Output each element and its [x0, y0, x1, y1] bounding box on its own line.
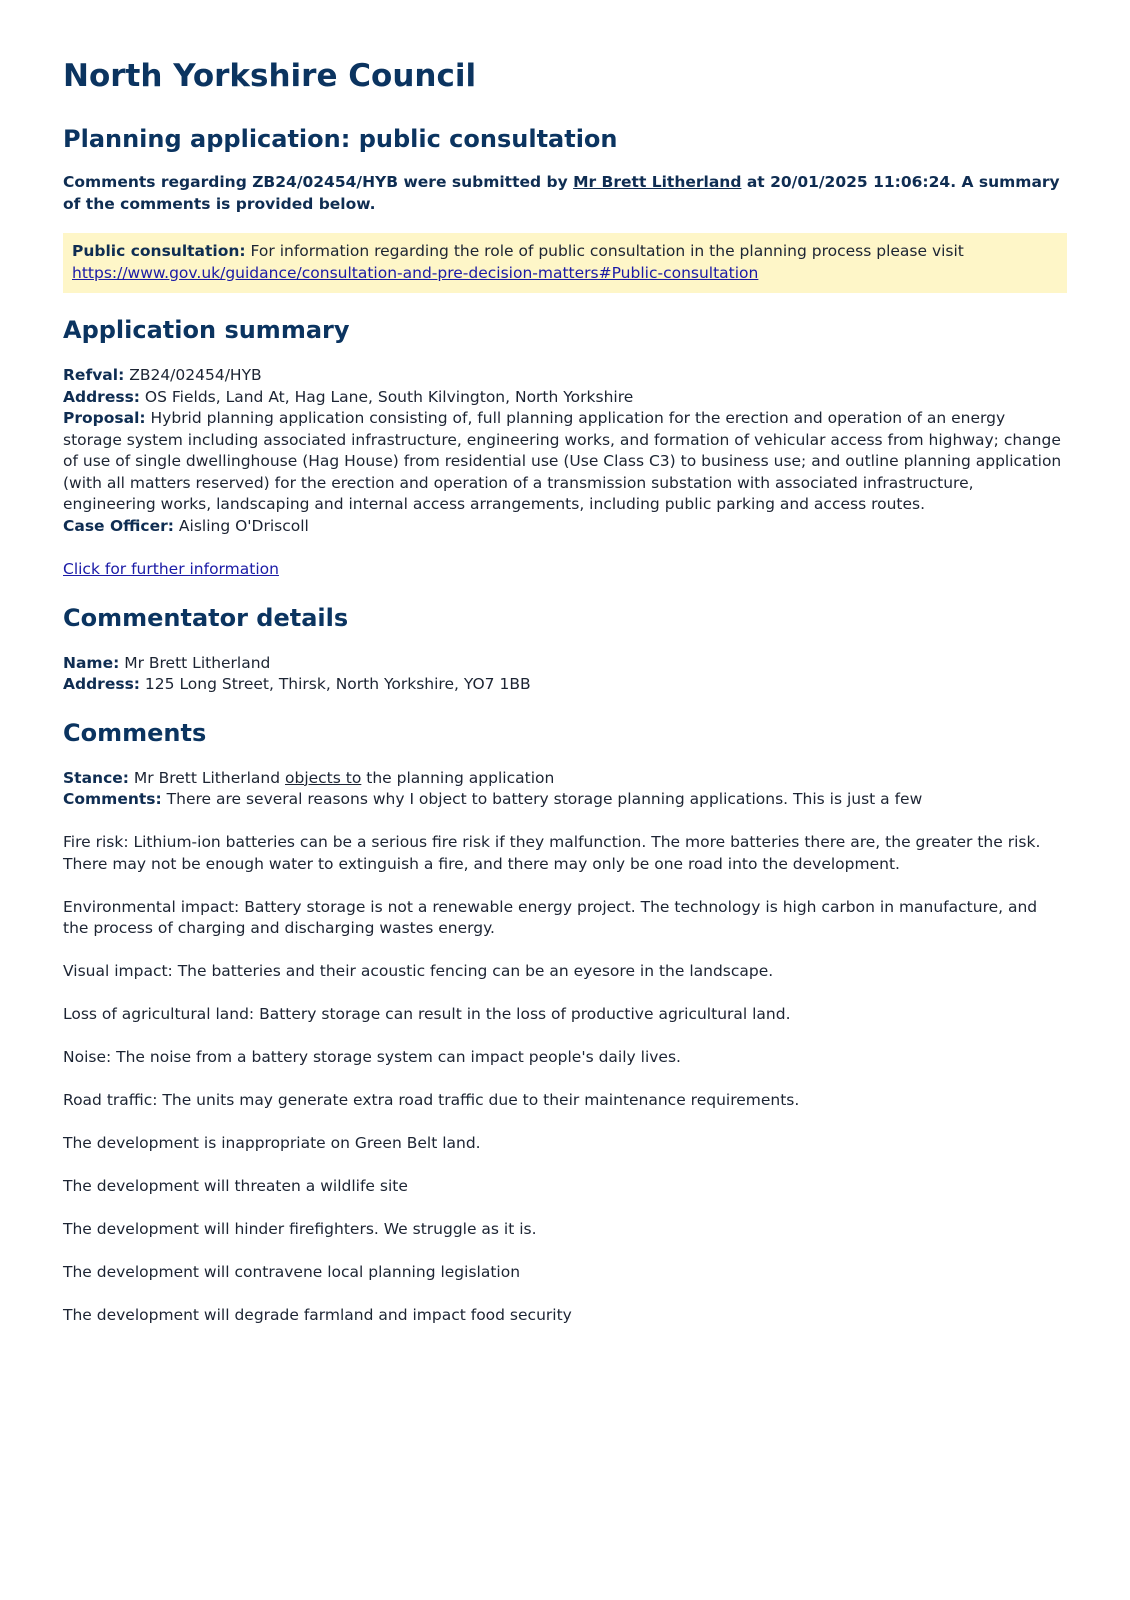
intro-suffix: at 20/01/2025 11:06:24. A summary of the comments is provided below.	[63, 173, 1060, 213]
stance-prefix: Mr Brett Litherland	[128, 768, 285, 787]
stance-row	[63, 768, 1067, 790]
commentator-address-row	[63, 674, 1067, 696]
comment-paragraph: The development will hinder firefighters. We struggle as it is.	[63, 1220, 537, 1238]
stance-suffix: the planning application	[361, 768, 555, 787]
comment-paragraph: Noise: The noise from a battery storage system can impact people's daily lives.	[63, 1048, 681, 1066]
comments-intro-text: There are several reasons why I object to battery storage planning applications. This is just a few	[161, 790, 923, 808]
case-officer-row	[63, 516, 1067, 538]
comments-label: Comments:	[63, 790, 162, 808]
site-address-label: Address:	[63, 387, 140, 406]
commentator-details	[63, 653, 1067, 696]
comment-paragraph: The development will contravene local planning legislation	[63, 1263, 521, 1281]
comment-paragraph: Road traffic: The units may generate extra road traffic due to their maintenance requirements.	[63, 1091, 800, 1109]
proposal-label: Proposal:	[63, 409, 146, 427]
proposal-row	[63, 408, 1067, 516]
refval-label: Refval:	[63, 366, 125, 384]
comment-paragraph: Loss of agricultural land: Battery storage can result in the loss of productive agricultural land.	[63, 1005, 791, 1023]
stance-label: Stance:	[63, 768, 129, 787]
org-title: North Yorkshire Council	[63, 58, 477, 94]
comments-heading: Comments	[63, 718, 207, 747]
author-link[interactable]: Mr Brett Litherland	[573, 173, 742, 191]
commentator-address-value: 125 Long Street, Thirsk, North Yorkshire, YO7 1BB	[140, 675, 531, 693]
site-address-value: OS Fields, Land At, Hag Lane, South Kilvington, North Yorkshire	[140, 387, 634, 406]
comments-intro-row	[63, 789, 1067, 811]
case-officer-label: Case Officer:	[63, 516, 174, 535]
refval-row	[63, 365, 1067, 387]
case-officer-value: Aisling O'Driscoll	[173, 516, 309, 535]
page-title: Planning application: public consultation	[63, 125, 618, 153]
comments-section	[63, 768, 1067, 1327]
commentator-name-value: Mr Brett Litherland	[119, 653, 271, 672]
notice-label: Public consultation:	[72, 242, 246, 260]
comment-paragraph: Fire risk: Lithium-ion batteries can be a serious fire risk if they malfunction. The more batteries there are, the greater the risk. There may not be enough water to extinguish a fire, and there may only be one road into the development.	[63, 833, 1041, 873]
notice-text: For information regarding the role of public consultation in the planning process please visit	[245, 242, 964, 260]
application-summary-heading: Application summary	[63, 316, 350, 344]
application-summary	[63, 365, 1067, 581]
further-information-link[interactable]: Click for further information	[63, 560, 279, 578]
commentator-name-label: Name:	[63, 653, 120, 672]
comment-paragraph: The development will degrade farmland and impact food security	[63, 1306, 572, 1324]
comment-paragraph: The development will threaten a wildlife site	[63, 1177, 408, 1195]
comment-paragraph: Environmental impact: Battery storage is not a renewable energy project. The technology is high carbon in manufacture, and the process of charging and discharging wastes energy.	[63, 897, 1038, 937]
consultation-guidance-link[interactable]: https://www.gov.uk/guidance/consultation-and-pre-decision-matters#Public-consultation	[72, 263, 759, 282]
proposal-value: Hybrid planning application consisting of, full planning application for the erection and operation of an energy storage system including associated infrastructure, engineering works, and formation of vehicular access from highway; change of use of single dwellinghouse (Hag House) from residential use (Use Class C3) to business use; and outline planning application (with all matters reserved) for the erection and operation of a transmission substation with associated infrastructure, engineering works, landscaping and internal access arrangements, including public parking and access routes.	[63, 409, 1062, 513]
comment-paragraph: The development is inappropriate on Green Belt land.	[63, 1134, 481, 1152]
commentator-name-row	[63, 653, 1067, 675]
commentator-details-heading: Commentator details	[63, 603, 349, 632]
refval-value: ZB24/02454/HYB	[124, 366, 262, 384]
public-consultation-notice	[63, 233, 1067, 293]
stance-link[interactable]: objects to	[285, 768, 362, 787]
intro-prefix: Comments regarding ZB24/02454/HYB were submitted by	[63, 173, 574, 191]
submission-intro	[63, 172, 1067, 215]
commentator-address-label: Address:	[63, 675, 140, 693]
comment-paragraph: Visual impact: The batteries and their acoustic fencing can be an eyesore in the landscape.	[63, 962, 774, 980]
site-address-row	[63, 387, 1067, 409]
